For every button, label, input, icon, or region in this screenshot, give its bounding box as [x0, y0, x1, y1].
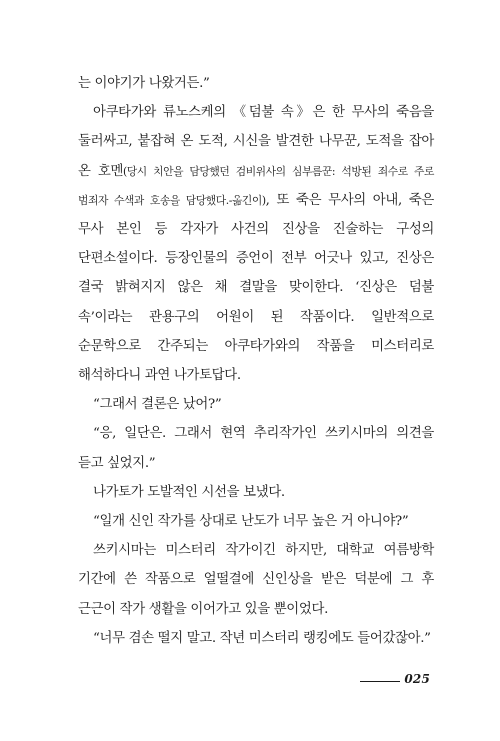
paragraph-text: 쓰키시마는 미스터리 작가이긴 하지만, 대학교 여름방학 기간에 쓴 작품으로 얼떨결에 신인상을 받은 덕분에 그 후 근근이 작가 생활을 이어가고 있을 뿐이었다.	[78, 543, 434, 617]
paragraph-4	[78, 419, 434, 477]
paragraph-text: 나가토가 도발적인 시선을 보냈다.	[93, 484, 285, 500]
paragraph-5	[78, 478, 434, 507]
folio-rule	[360, 681, 400, 682]
page-body	[78, 69, 434, 653]
translator-note: (당시 치안을 담당했던 검비위사의 심부름꾼: 석방된 죄수로 주로 범죄자 수색과 호송을 담당했다.-옮긴이)	[78, 164, 434, 207]
page-number: 025	[404, 672, 430, 686]
paragraph-text: “너무 겸손 떨지 말고. 작년 미스터리 랭킹에도 들어갔잖아.”	[93, 630, 431, 646]
paragraph-text-continued: , 또 죽은 무사의 아내, 죽은 무사 본인 등 각자가 사건의 진상을 진술하는 구성의 단편소설이다. 등장인물의 증언이 전부 어긋나 있고, 진상은 결국 밝혀지지 않은 채 결말을 맞이한다. ‘진상은 덤불 속’이라는 관용구의 어원이 된 작품이다. 일반적으로 순문학으로 간주되는 아쿠타가와의 작품을 미스터리로 해석하다니 과연 나가토답다.	[78, 192, 434, 384]
paragraph-text: 아쿠타가와 류노스케의 《덤불 속》은 한 무사의 죽음을 둘러싸고, 붙잡혀 온 도적, 시신을 발견한 나무꾼, 도적을 잡아 온 호멘	[78, 105, 434, 179]
paragraph-7	[78, 536, 434, 624]
paragraph-6	[78, 507, 434, 536]
paragraph-text: “그래서 결론은 났어?”	[93, 397, 222, 413]
paragraph-text: “일개 신인 작가를 상대로 난도가 너무 높은 거 아니야?”	[93, 514, 409, 530]
page-folio	[360, 672, 430, 686]
paragraph-1	[78, 69, 434, 98]
paragraph-8	[78, 624, 434, 653]
paragraph-text: 는 이야기가 나왔거든.”	[78, 76, 210, 91]
paragraph-2	[78, 98, 434, 390]
paragraph-3	[78, 390, 434, 419]
paragraph-text: “응, 일단은. 그래서 현역 추리작가인 쓰키시마의 의견을 듣고 싶었지.”	[78, 426, 434, 471]
